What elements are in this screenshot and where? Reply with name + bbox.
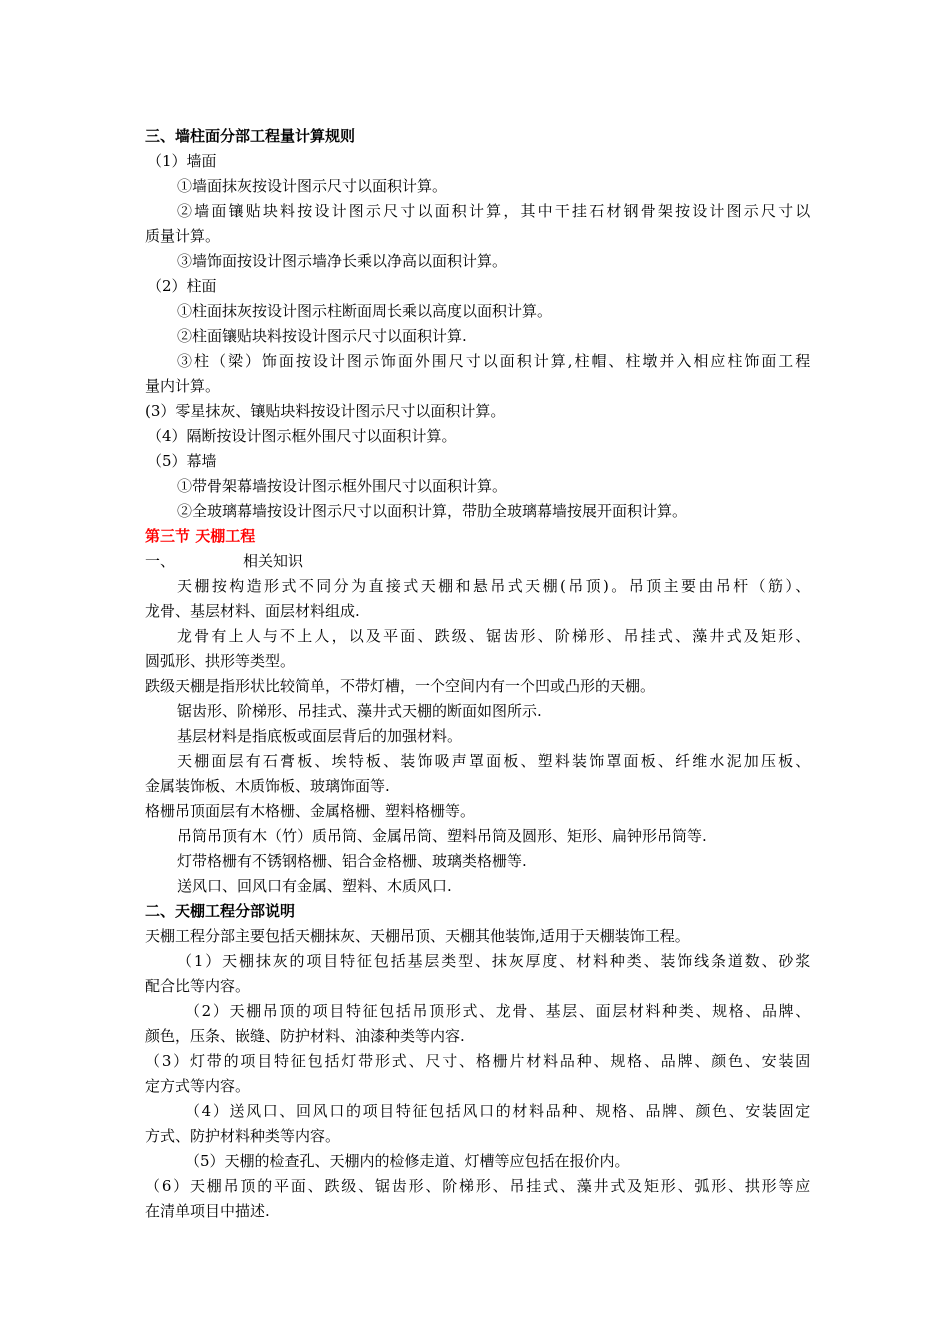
knowledge-paragraph-5: 基层材料是指底板或面层背后的加强材料。 [177, 727, 463, 745]
knowledge-paragraph-9: 灯带格栅有不锈钢格栅、铝合金格栅、玻璃类格栅等. [177, 852, 527, 870]
ceiling-note-2-cont: 颜色，压条、嵌缝、防护材料、油漆种类等内容. [145, 1027, 465, 1045]
knowledge-paragraph-6: 天棚面层有石膏板、埃特板、装饰吸声罩面板、塑料装饰罩面板、纤维水泥加压板、 [177, 752, 810, 770]
ceiling-note-6: （6）天棚吊顶的平面、跌级、锯齿形、阶梯形、吊挂式、藻井式及矩形、弧形、拱形等应 [145, 1177, 810, 1195]
curtain-item-1: ①带骨架幕墙按设计图示框外围尺寸以面积计算。 [177, 477, 508, 495]
knowledge-paragraph-2-cont: 圆弧形、拱形等类型。 [145, 652, 296, 670]
knowledge-paragraph-1-cont: 龙骨、基层材料、面层材料组成. [145, 602, 360, 620]
ceiling-note-3: （3）灯带的项目特征包括灯带形式、尺寸、格栅片材料品种、规格、品牌、颜色、安装固 [145, 1052, 810, 1070]
ceiling-note-2: （2）天棚吊顶的项目特征包括吊顶形式、龙骨、基层、面层材料种类、规格、品牌、 [185, 1002, 810, 1020]
column-item-1: ①柱面抹灰按设计图示柱断面周长乘以高度以面积计算。 [177, 302, 553, 320]
ceiling-note-6-cont: 在清单项目中描述. [145, 1202, 270, 1220]
knowledge-heading [145, 549, 810, 574]
item-3-misc: (3）零星抹灰、镶贴块料按设计图示尺寸以面积计算。 [145, 402, 506, 420]
ceiling-note-1: （1）天棚抹灰的项目特征包括基层类型、抹灰厚度、材料种类、装饰线条道数、砂浆 [177, 952, 810, 970]
wall-label: （1）墙面 [147, 152, 217, 170]
ceiling-notes-intro: 天棚工程分部主要包括天棚抹灰、天棚吊顶、天棚其他装饰,适用于天棚装饰工程。 [145, 927, 690, 945]
ceiling-note-4: （4）送风口、回风口的项目特征包括风口的材料品种、规格、品牌、颜色、安装固定 [185, 1102, 810, 1120]
ceiling-note-1-cont: 配合比等内容。 [145, 977, 251, 995]
column-item-2: ②柱面镶贴块料按设计图示尺寸以面积计算. [177, 327, 467, 345]
wall-item-2: ②墙面镶贴块料按设计图示尺寸以面积计算，其中干挂石材钢骨架按设计图示尺寸以 [177, 202, 810, 220]
document-body [145, 124, 810, 1224]
knowledge-paragraph-2: 龙骨有上人与不上人，以及平面、跌级、锯齿形、阶梯形、吊挂式、藻井式及矩形、 [177, 627, 810, 645]
knowledge-paragraph-1: 天棚按构造形式不同分为直接式天棚和悬吊式天棚(吊顶)。吊顶主要由吊杆（筋）、 [177, 577, 810, 595]
curtain-item-2: ②全玻璃幕墙按设计图示尺寸以面积计算，带肋全玻璃幕墙按展开面积计算。 [177, 502, 688, 520]
wall-item-1: ①墙面抹灰按设计图示尺寸以面积计算。 [177, 177, 448, 195]
ceiling-note-4-cont: 方式、防护材料种类等内容。 [145, 1127, 341, 1145]
knowledge-number: 一、 [145, 552, 176, 570]
knowledge-paragraph-10: 送风口、回风口有金属、塑料、木质风口. [177, 877, 452, 895]
knowledge-paragraph-3: 跌级天棚是指形状比较简单，不带灯槽，一个空间内有一个凹或凸形的天棚。 [145, 677, 656, 695]
item-4-partition: （4）隔断按设计图示框外围尺寸以面积计算。 [147, 427, 457, 445]
knowledge-paragraph-8: 吊筒吊顶有木（竹）质吊筒、金属吊筒、塑料吊筒及圆形、矩形、扁钟形吊筒等. [177, 827, 707, 845]
knowledge-paragraph-7: 格栅吊顶面层有木格栅、金属格栅、塑料格栅等。 [145, 802, 476, 820]
section-title-ceiling: 第三节 天棚工程 [145, 527, 256, 545]
section-heading-wall-column: 三、墙柱面分部工程量计算规则 [145, 127, 356, 145]
knowledge-paragraph-4: 锯齿形、阶梯形、吊挂式、藻井式天棚的断面如图所示. [177, 702, 542, 720]
ceiling-note-5: （5）天棚的检查孔、天棚内的检修走道、灯槽等应包括在报价内。 [185, 1152, 630, 1170]
knowledge-paragraph-6-cont: 金属装饰板、木质饰板、玻璃饰面等. [145, 777, 390, 795]
knowledge-title: 相关知识 [243, 552, 304, 570]
ceiling-note-3-cont: 定方式等内容。 [145, 1077, 251, 1095]
column-item-3-cont: 量内计算。 [145, 377, 221, 395]
wall-item-3: ③墙饰面按设计图示墙净长乘以净高以面积计算。 [177, 252, 508, 270]
curtain-label: （5）幕墙 [147, 452, 217, 470]
section-heading-ceiling-notes: 二、天棚工程分部说明 [145, 902, 296, 920]
column-label: （2）柱面 [147, 277, 217, 295]
wall-item-2-cont: 质量计算。 [145, 227, 221, 245]
column-item-3: ③柱（梁）饰面按设计图示饰面外围尺寸以面积计算,柱帽、柱墩并入相应柱饰面工程 [177, 352, 810, 370]
